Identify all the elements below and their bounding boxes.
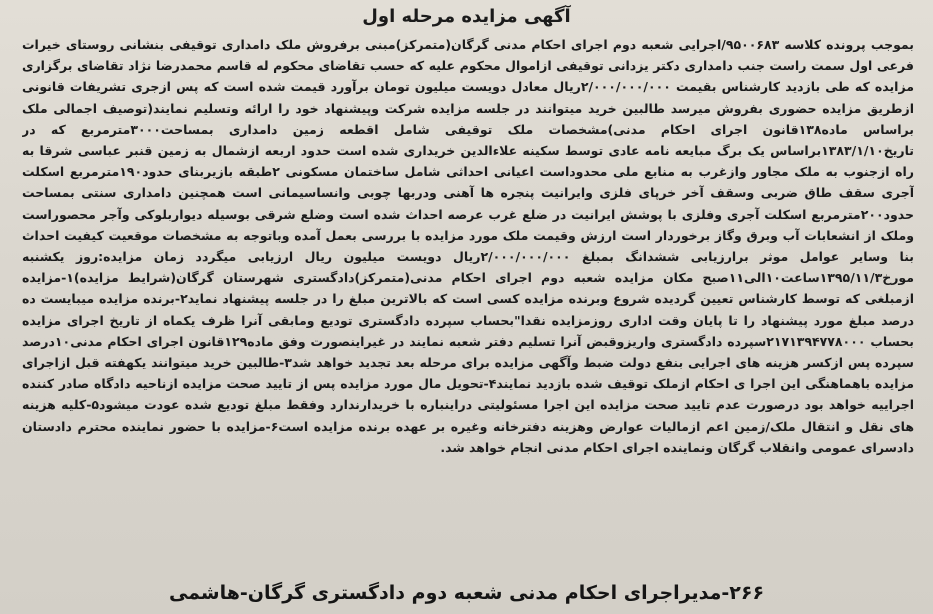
notice-body: بموجب پرونده کلاسه ۹۵۰۰۶۸۳/اجرایی شعبه دوم اجرای احکام مدنی گرگان(متمرکز)مبنی برفروش ملک دامداری توقیفی بنشانی روستای خیرات فرعی اول سمت راست جنب دامداری دکتر یزدانی توقیفی ازاموال محکوم علیه که حسب تقاضای محکوم له قاسم محمدرضا نژاد تقاضای برگزاری مزایده که طی بازدید کارشناس بقیمت ۲/۰۰۰/۰۰۰/۰۰۰ریال معادل دویست میلیون تومان برآورد قیمت شده است که پس ازجری تشریفات قانونی ازطریق مزایده حضوری بفروش میرسد طالبین خرید میتوانند در جلسه مزایده شرکت وپیشنهاد خود را ارائه وتسلیم نمایند(توصیف اجمالی ملک براساس ماده۱۳۸قانون اجرای احکام مدنی)مشخصات ملک توقیفی شامل اقطعه زمین دامداری بمساحت۳۰۰۰مترمربع که در تاریخ۱۳۸۳/۱/۱۰براساس یک برگ مبایعه نامه عادی توسط سکینه علاءالدین خریداری شده است حدود اربعه ازشمال به زمین قنبر عباسی شرقا به راه ازجنوب به ملک مجاور وازغرب به منابع ملی محدوداست اعیانی احداثی شامل ساختمان مسکونی ۲طبقه بازیربنای حدود۱۹۰مترمربع اسکلت آجری سقف طاق ضربی وسقف آخر خرپای فلزی وایرانیت پنجره ها آهنی ودربها چوبی وانساسیمانی است همچنین دامداری سنتی بمساحت حدود۲۰۰مترمربع اسکلت آجری وفلزی با پوشش ایرانیت در ضلع غرب عرصه احداث شده است وضلع شرقی بوسیله دیواربلوکی وآجر محصوراست وملک از انشعابات آب وبرق وگاز برخوردار است ارزش وقیمت ملک مورد مزایده با بررسی بعمل آمده وباتوجه به مشخصات موقعیت کیفیت احداث بنا وسایر عوامل موثر برارزیابی ششدانگ بمبلغ ۲/۰۰۰/۰۰۰/۰۰۰ریال دویست میلیون ریال ارزیابی میگردد زمان مزایده:روز یکشنبه مورخ۱۳۹۵/۱۱/۳ساعت۱۰الی۱۱صبح مکان مزایده شعبه دوم اجرای احکام مدنی(متمرکز)دادگستری شهرستان گرگان(شرایط مزایده)۱-مزایده ازمبلغی که توسط کارشناس تعیین گردیده شروع وبرنده مزایده کسی است که بالاترین مبلغ را در جلسه پیشنهاد نماید۲-برنده مزایده میبایست ده درصد مبلغ مورد پیشنهاد را تا پایان وقت اداری روزمزایده نقدا"بحساب سپرده دادگستری تودیع ومابقی آنرا ظرف یکماه از تاریخ اجرای مزایده بحساب ۲۱۷۱۳۹۴۷۷۸۰۰۰سپرده دادگستری واریزوقبض آنرا تسلیم دفتر شعبه نمایند در غیراینصورت وفق ماده۱۲۹قانون اجرای احکام مدنی۱۰درصد سپرده پس ازکسر هزینه های اجرایی بنفع دولت ضبط وآگهی مزایده برای مرحله بعد تجدید خواهد شد۳-طالبین خرید میتوانند یکهفته قبل ازاجرای مزایده باهماهنگی این اجرا ی احکام ازملک توقیف شده بازدید نمایند۴-تحویل مال مورد مزایده پس از تایید صحت مزایده ازناحیه دادگاه صادر کننده اجراییه خواهد بود درصورت عدم تایید صحت مزایده این اجرا مسئولیتی دراینباره با خریدارندارد وفقط مبلغ تودیع شده عودت میشود۵-کلیه هزینه های نقل و انتقال ملک/زمین اعم ازمالیات عوارض وهزینه دفترخانه وغیره بر عهده برنده مزایده است۶-مزایده با حضور نماینده محترم دادستان دادسرای عمومی وانقلاب گرگان ونماینده اجرای احکام مدنی انجام خواهد شد. [22,37,914,455]
notice-title: آگهی مزایده مرحله اول [362,6,571,27]
notice-footer: ۲۶۶-مدیراجرای احکام مدنی شعبه دوم دادگستری گرگان-هاشمی [168,582,765,604]
